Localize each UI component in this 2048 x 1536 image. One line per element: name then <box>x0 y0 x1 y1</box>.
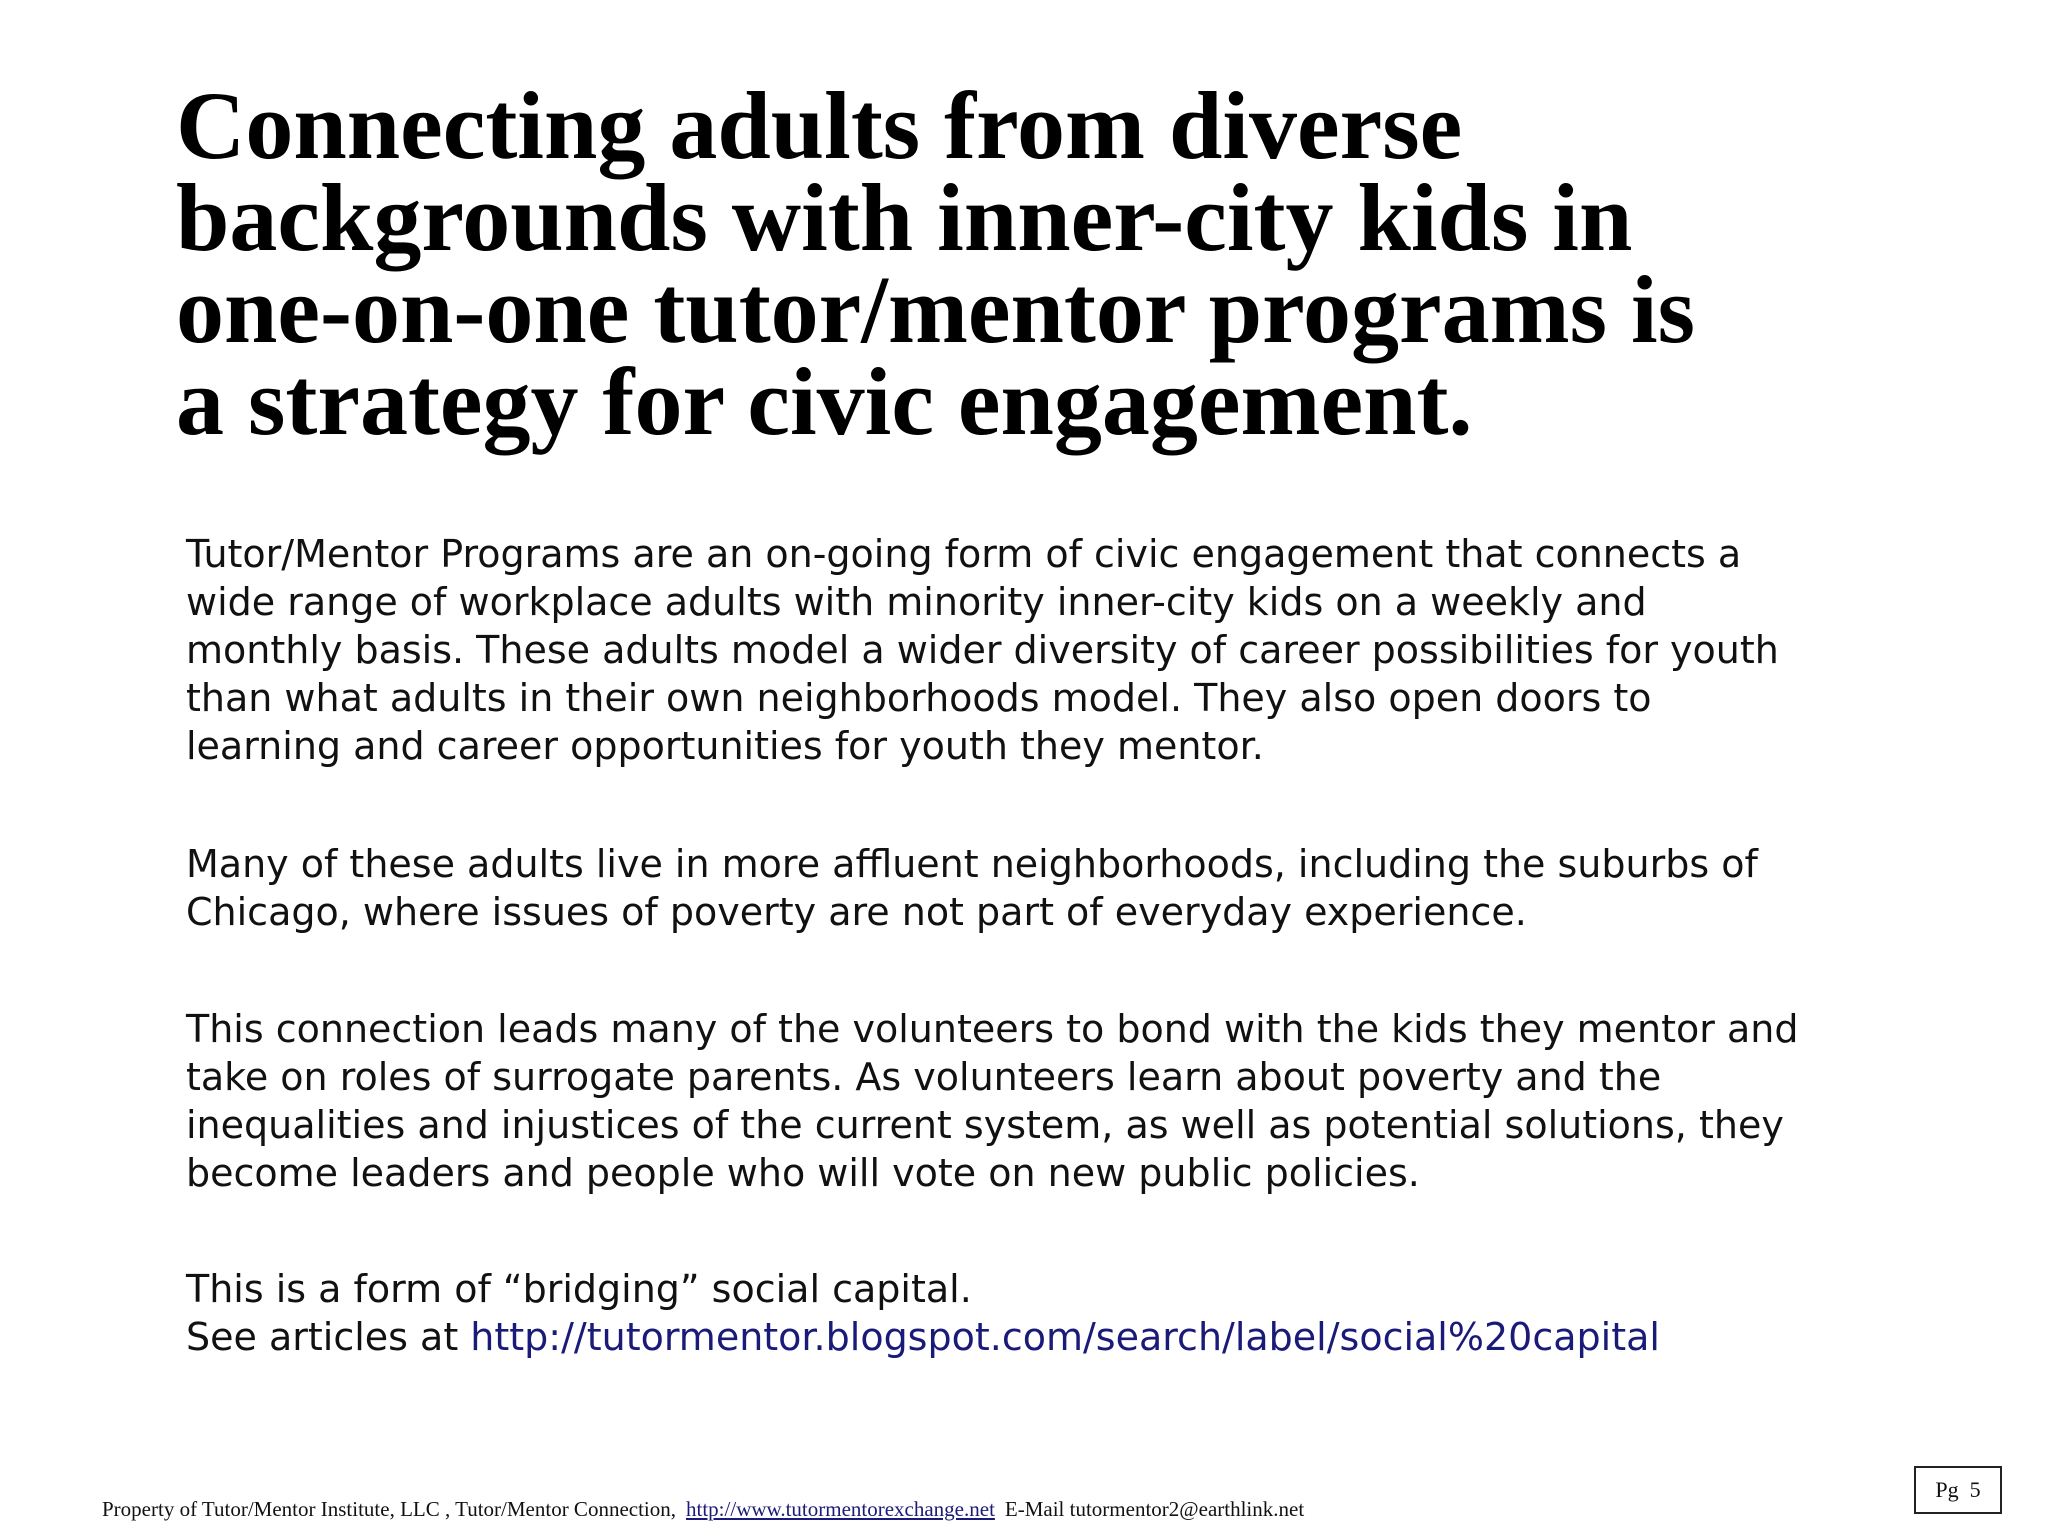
page-headline <box>176 72 1936 455</box>
footer-property-text: Property of Tutor/Mentor Institute, LLC , Tutor/Mentor Connection, <box>102 1497 677 1521</box>
paragraph-social-capital <box>186 1265 1946 1361</box>
see-articles-label: See articles at <box>186 1315 471 1359</box>
paragraph-line: than what adults in their own neighborhoods model. They also open doors to <box>186 676 1652 720</box>
paragraph-line-with-link <box>186 1313 1946 1361</box>
headline-line: a strategy for civic engagement. <box>176 348 1473 455</box>
footer-website-link[interactable]: http://www.tutormentorexchange.net <box>686 1497 995 1521</box>
paragraph-line: take on roles of surrogate parents. As volunteers learn about poverty and the <box>186 1055 1662 1099</box>
social-capital-blog-link[interactable]: http://tutormentor.blogspot.com/search/label/social%20capital <box>470 1315 1660 1359</box>
footer-email-text: E-Mail tutormentor2@earthlink.net <box>1004 1497 1305 1521</box>
paragraph-line: become leaders and people who will vote on new public policies. <box>186 1151 1420 1195</box>
paragraph-line: This is a form of “bridging” social capital. <box>186 1267 972 1311</box>
paragraph-line: monthly basis. These adults model a wider diversity of career possibilities for youth <box>186 628 1779 672</box>
paragraph-volunteer-connection <box>186 1005 1946 1197</box>
paragraph-line: learning and career opportunities for youth they mentor. <box>186 724 1264 768</box>
paragraph-line: wide range of workplace adults with minority inner-city kids on a weekly and <box>186 580 1647 624</box>
paragraph-line: Tutor/Mentor Programs are an on-going form of civic engagement that connects a <box>186 532 1742 576</box>
paragraph-affluent-neighborhoods <box>186 840 1946 936</box>
paragraph-line: inequalities and injustices of the current system, as well as potential solutions, they <box>186 1103 1784 1147</box>
paragraph-line: Chicago, where issues of poverty are not part of everyday experience. <box>186 890 1527 934</box>
paragraph-tutor-mentor-programs <box>186 530 1946 770</box>
page-footer <box>102 1496 1304 1522</box>
headline-line: one-on-one tutor/mentor programs is <box>176 256 1695 363</box>
paragraph-line: This connection leads many of the volunteers to bond with the kids they mentor and <box>186 1007 1799 1051</box>
paragraph-line: Many of these adults live in more affluent neighborhoods, including the suburbs of <box>186 842 1758 886</box>
headline-line: Connecting adults from diverse <box>176 72 1463 179</box>
page-number-box: Pg 5 <box>1914 1466 2002 1514</box>
headline-line: backgrounds with inner-city kids in <box>176 164 1633 271</box>
